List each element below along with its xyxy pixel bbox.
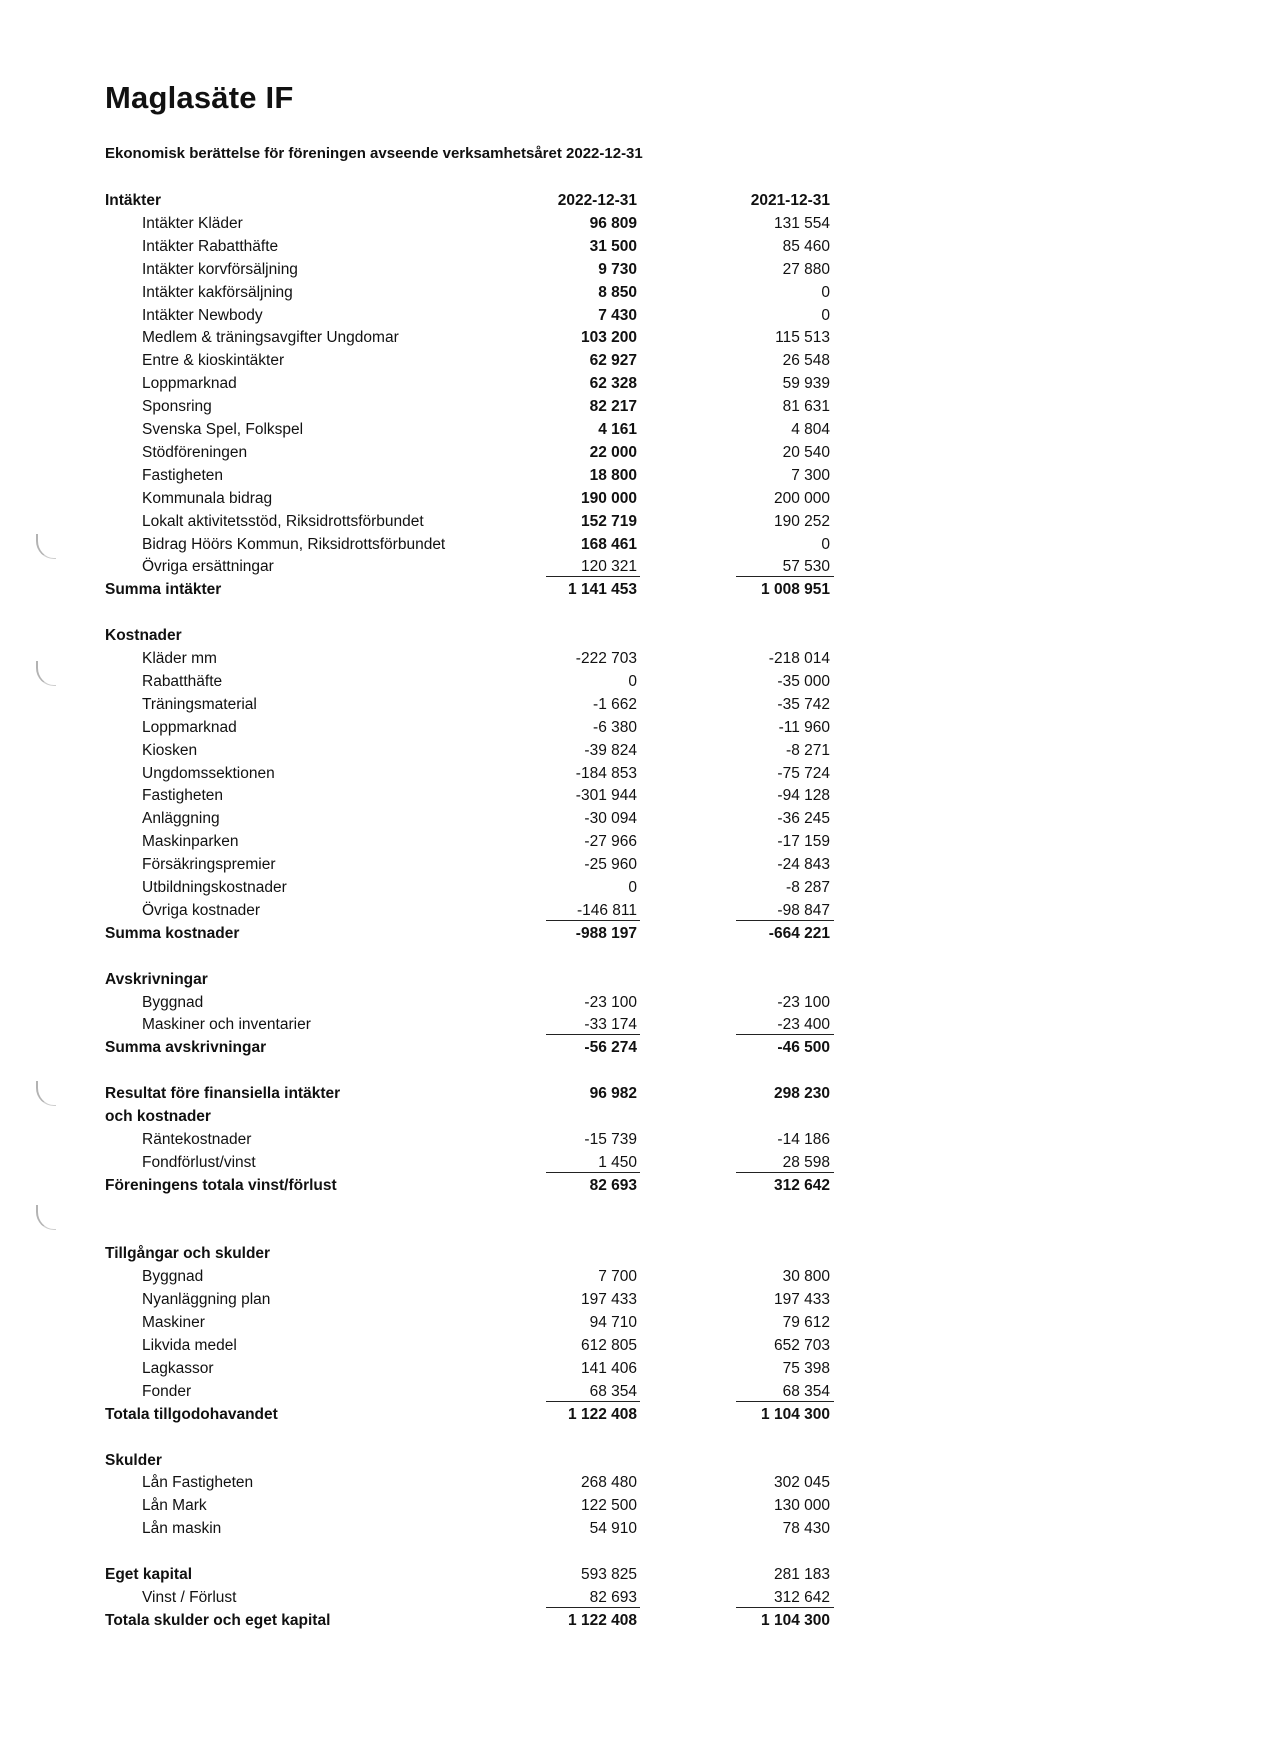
value-2021: 190 252: [773, 512, 830, 530]
value-2022: -30 094: [584, 810, 637, 828]
value-2022: 197 433: [580, 1291, 637, 1309]
row-label: Försäkringspremier: [142, 856, 276, 874]
table-row: [0, 1128, 1275, 1151]
table-row: [0, 349, 1275, 372]
value-2021: 0: [821, 283, 830, 301]
table-row: [0, 533, 1275, 556]
table-row: [0, 853, 1275, 876]
value-2022: 54 910: [589, 1520, 637, 1538]
row-label: Summa kostnader: [105, 924, 240, 942]
row-label: Intäkter korvförsäljning: [142, 260, 298, 278]
table-row: [0, 762, 1275, 785]
table-row: [0, 647, 1275, 670]
row-label: Entre & kioskintäkter: [142, 352, 285, 370]
value-2021: -14 186: [777, 1130, 830, 1148]
value-2021: -17 159: [777, 833, 830, 851]
row-label: Maskiner och inventarier: [142, 1016, 311, 1034]
value-2021: 4 804: [791, 421, 830, 438]
row-label: Lån maskin: [142, 1520, 222, 1538]
table-row: [0, 991, 1275, 1014]
row-label: Nyanläggning plan: [142, 1291, 271, 1309]
value-2022: 94 710: [589, 1314, 637, 1332]
sum-underline: [736, 920, 834, 921]
value-2021: 26 548: [782, 352, 830, 370]
value-2021: 1 104 300: [761, 1611, 830, 1629]
section-header: [0, 1449, 1275, 1472]
row-label: Byggnad: [142, 993, 204, 1011]
row-label: Intäkter Newbody: [142, 306, 263, 324]
sum-underline: [736, 1172, 834, 1173]
table-row: [0, 1586, 1275, 1609]
table-row: [0, 464, 1275, 487]
row-label: Föreningens totala vinst/förlust: [105, 1176, 337, 1194]
table-row: [0, 1357, 1275, 1380]
table-row: [0, 1494, 1275, 1517]
value-2022: 612 805: [580, 1337, 637, 1354]
table-row: [0, 876, 1275, 899]
value-2022: -39 824: [584, 741, 637, 759]
table-row: [0, 372, 1275, 395]
sum-underline: [546, 1401, 640, 1402]
value-2022: 1 450: [598, 1153, 637, 1171]
value-2022: -27 966: [584, 833, 637, 851]
table-row: [0, 784, 1275, 807]
section-header: [0, 1105, 1275, 1128]
value-2022: 7 430: [598, 306, 637, 324]
value-2021: 85 460: [782, 237, 830, 255]
table-row: [0, 1517, 1275, 1540]
value-2022: 1 122 408: [568, 1405, 637, 1423]
table-row: [0, 235, 1275, 258]
row-label: Lån Fastigheten: [142, 1474, 254, 1492]
value-2021: 79 612: [782, 1314, 830, 1332]
value-2021: 81 631: [782, 398, 830, 416]
value-2021: 30 800: [782, 1268, 830, 1286]
value-2022: -146 811: [576, 901, 637, 919]
row-label: Byggnad: [142, 1268, 204, 1286]
table-row: [0, 326, 1275, 349]
value-2021: 57 530: [782, 558, 830, 576]
row-label: Totala skulder och eget kapital: [105, 1611, 331, 1629]
row-label: Intäkter: [105, 192, 161, 209]
value-2022: 1 141 453: [568, 581, 637, 599]
value-2022: -15 739: [584, 1130, 637, 1148]
row-label: Lokalt aktivitetsstöd, Riksidrottsförbundet: [142, 512, 424, 530]
value-2022: 2022-12-31: [557, 192, 637, 209]
value-2022: 22 000: [589, 443, 637, 461]
row-label: Maskinparken: [142, 833, 239, 851]
row-label: Kostnader: [105, 627, 182, 645]
row-label: Ungdomssektionen: [142, 764, 275, 782]
table-row: [0, 212, 1275, 235]
value-2021: 115 513: [775, 329, 830, 347]
value-2021: 75 398: [782, 1359, 830, 1377]
row-label: Skulder: [105, 1451, 162, 1469]
row-label: Summa intäkter: [105, 581, 222, 599]
value-2022: 0: [628, 879, 637, 896]
value-2022: 103 200: [580, 329, 637, 347]
table-row: [0, 1013, 1275, 1036]
table-row: [0, 899, 1275, 922]
sum-underline: [736, 1401, 834, 1402]
value-2021: -46 500: [777, 1039, 830, 1057]
value-2022: 268 480: [580, 1474, 637, 1492]
row-label: Sponsring: [142, 398, 212, 416]
value-2022: 9 730: [598, 260, 637, 278]
value-2021: 298 230: [773, 1085, 830, 1103]
value-2022: 96 809: [589, 214, 637, 232]
sum-underline: [736, 576, 834, 577]
value-2022: -23 100: [584, 993, 637, 1011]
row-label: Loppmarknad: [142, 375, 237, 393]
value-2022: 8 850: [598, 283, 637, 301]
sum-underline: [546, 1034, 640, 1035]
value-2021: 28 598: [782, 1153, 830, 1171]
row-label: Rabatthäfte: [142, 672, 223, 690]
value-2022: 82 217: [589, 398, 637, 416]
row-label: Svenska Spel, Folkspel: [142, 421, 304, 438]
row-label: Utbildningskostnader: [142, 879, 287, 896]
value-2022: 62 328: [589, 375, 637, 393]
value-2021: -35 000: [777, 672, 830, 690]
value-2021: 302 045: [773, 1474, 830, 1492]
value-2021: 59 939: [782, 375, 830, 393]
table-row: [0, 418, 1275, 441]
table-row: [0, 1380, 1275, 1403]
table-row: [0, 1265, 1275, 1288]
value-2022: -222 703: [575, 650, 637, 667]
value-2021: -664 221: [768, 924, 830, 942]
value-2021: -94 128: [777, 787, 830, 805]
value-2021: -218 014: [768, 650, 830, 667]
row-label: Avskrivningar: [105, 970, 208, 988]
table-row: [0, 830, 1275, 853]
row-label: Fonder: [142, 1382, 192, 1400]
table-row: [0, 1311, 1275, 1334]
value-2022: 593 825: [580, 1566, 637, 1583]
value-2021: -36 245: [777, 810, 830, 828]
value-2021: 130 000: [773, 1497, 830, 1515]
value-2022: -33 174: [584, 1016, 637, 1034]
page-title: Maglasäte IF: [105, 80, 294, 115]
value-2021: 20 540: [782, 443, 830, 461]
table-row: [0, 716, 1275, 739]
row-label: Fondförlust/vinst: [142, 1153, 256, 1171]
value-2021: 7 300: [791, 466, 830, 484]
sum-underline: [546, 1172, 640, 1173]
value-2022: 1 122 408: [568, 1611, 637, 1629]
row-label: Lån Mark: [142, 1497, 207, 1515]
table-row: [0, 555, 1275, 578]
value-2021: 0: [821, 306, 830, 324]
table-row: [0, 670, 1275, 693]
total-row: [0, 1609, 1275, 1632]
value-2021: 78 430: [782, 1520, 830, 1538]
value-2022: 7 700: [598, 1268, 637, 1286]
table-row: [0, 807, 1275, 830]
row-label: Anläggning: [142, 810, 220, 828]
row-label: Tillgångar och skulder: [105, 1245, 271, 1263]
table-row: [0, 395, 1275, 418]
value-2021: 0: [821, 535, 830, 553]
row-label: Vinst / Förlust: [142, 1588, 237, 1606]
value-2021: 281 183: [773, 1566, 830, 1583]
section-header: [0, 968, 1275, 991]
row-label: Resultat före finansiella intäkter: [105, 1085, 341, 1103]
value-2021: -8 271: [786, 741, 830, 759]
section-header: [0, 624, 1275, 647]
row-label: Stödföreningen: [142, 443, 248, 461]
value-2022: 96 982: [589, 1085, 637, 1103]
sum-underline: [736, 1607, 834, 1608]
table-row: [0, 510, 1275, 533]
value-2022: -301 944: [575, 787, 637, 805]
table-row: [0, 1471, 1275, 1494]
table-row: [0, 258, 1275, 281]
value-2021: 652 703: [773, 1337, 830, 1354]
value-2022: 68 354: [589, 1382, 637, 1400]
table-row: [0, 1334, 1275, 1357]
table-row: [0, 1151, 1275, 1174]
value-2022: -25 960: [584, 856, 637, 874]
table-row: [0, 281, 1275, 304]
row-label: Likvida medel: [142, 1337, 237, 1354]
row-label: Fastigheten: [142, 466, 223, 484]
table-row: [0, 1288, 1275, 1311]
value-2021: -23 100: [777, 993, 830, 1011]
table-row: [0, 693, 1275, 716]
row-label: Räntekostnader: [142, 1130, 252, 1148]
row-label: Medlem & träningsavgifter Ungdomar: [142, 329, 399, 347]
row-label: Eget kapital: [105, 1566, 192, 1583]
table-row: [0, 739, 1275, 762]
value-2022: 82 693: [589, 1176, 637, 1194]
section-header: [0, 1563, 1275, 1586]
value-2022: 122 500: [580, 1497, 637, 1515]
total-row: [0, 1174, 1275, 1197]
value-2021: 200 000: [773, 489, 830, 507]
value-2021: 1 008 951: [761, 581, 830, 599]
total-row: [0, 1082, 1275, 1105]
sum-underline: [546, 576, 640, 577]
total-row: [0, 1403, 1275, 1426]
value-2022: 141 406: [580, 1359, 637, 1377]
value-2021: 312 642: [773, 1176, 830, 1194]
row-label: Övriga ersättningar: [142, 558, 274, 576]
row-label: Bidrag Höörs Kommun, Riksidrottsförbundet: [142, 535, 446, 553]
value-2021: -24 843: [777, 856, 830, 874]
value-2022: 0: [628, 672, 637, 690]
value-2022: 82 693: [589, 1588, 637, 1606]
sum-underline: [546, 920, 640, 921]
total-row: [0, 922, 1275, 945]
row-label: Summa avskrivningar: [105, 1039, 267, 1057]
row-label: Kläder mm: [142, 650, 217, 667]
value-2022: 168 461: [580, 535, 637, 553]
value-2021: 197 433: [773, 1291, 830, 1309]
value-2022: -988 197: [575, 924, 637, 942]
value-2022: -1 662: [593, 695, 637, 713]
value-2021: -8 287: [786, 879, 830, 896]
sum-underline: [546, 1607, 640, 1608]
value-2021: -75 724: [777, 764, 830, 782]
sum-underline: [736, 1034, 834, 1035]
section-header: [0, 189, 1275, 212]
row-label: Loppmarknad: [142, 718, 237, 736]
row-label: Övriga kostnader: [142, 901, 261, 919]
value-2021: -35 742: [777, 695, 830, 713]
value-2021: 27 880: [782, 260, 830, 278]
value-2022: 4 161: [598, 421, 637, 438]
value-2021: -23 400: [777, 1016, 830, 1034]
value-2022: -6 380: [593, 718, 637, 736]
row-label: Fastigheten: [142, 787, 223, 805]
value-2021: 68 354: [782, 1382, 830, 1400]
row-label: Kiosken: [142, 741, 198, 759]
value-2022: -56 274: [584, 1039, 637, 1057]
row-label: Kommunala bidrag: [142, 489, 273, 507]
value-2021: 1 104 300: [761, 1405, 830, 1423]
row-label: och kostnader: [105, 1108, 211, 1125]
value-2021: -98 847: [777, 901, 830, 919]
row-label: Intäkter kakförsäljning: [142, 283, 293, 301]
table-row: [0, 487, 1275, 510]
row-label: Totala tillgodohavandet: [105, 1405, 278, 1423]
page-subtitle: Ekonomisk berättelse för föreningen avseende verksamhetsåret 2022-12-31: [105, 145, 643, 162]
section-header: [0, 1242, 1275, 1265]
value-2021: -11 960: [778, 718, 830, 736]
value-2022: 31 500: [589, 237, 637, 255]
row-label: Intäkter Rabatthäfte: [142, 237, 279, 255]
table-row: [0, 441, 1275, 464]
table-row: [0, 304, 1275, 327]
row-label: Lagkassor: [142, 1359, 214, 1377]
value-2022: 62 927: [589, 352, 637, 370]
total-row: [0, 578, 1275, 601]
value-2021: 312 642: [773, 1588, 830, 1606]
value-2021: 2021-12-31: [750, 192, 830, 209]
value-2022: 190 000: [580, 489, 637, 507]
value-2022: 120 321: [580, 558, 637, 576]
row-label: Intäkter Kläder: [142, 214, 243, 232]
total-row: [0, 1036, 1275, 1059]
row-label: Träningsmaterial: [142, 695, 257, 713]
row-label: Maskiner: [142, 1314, 205, 1332]
value-2022: 152 719: [580, 512, 637, 530]
value-2022: 18 800: [589, 466, 637, 484]
value-2022: -184 853: [575, 764, 637, 782]
value-2021: 131 554: [773, 214, 830, 232]
